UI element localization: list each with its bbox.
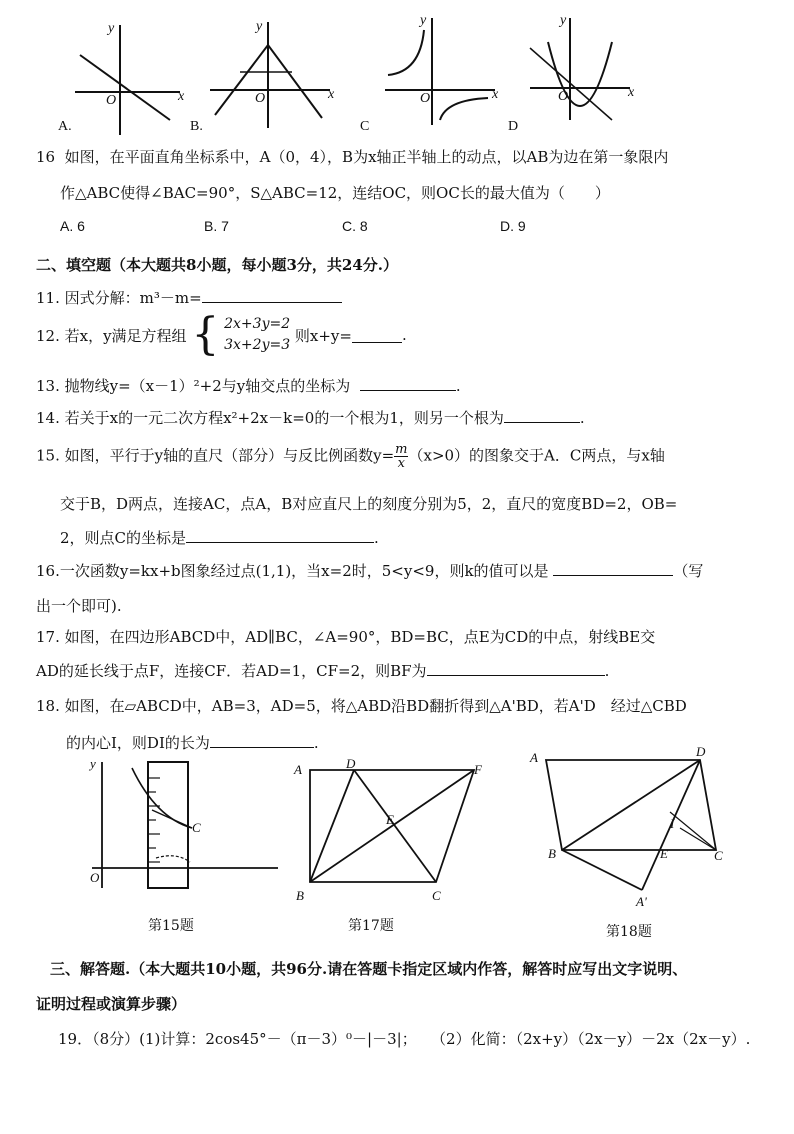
q12-eq2: 3x+2y=3 <box>224 337 291 353</box>
q10-option-a: A. 6 <box>60 218 85 234</box>
q14-text: 14. 若关于x的一元二次方程x²+2x－k=0的一个根为1，则另一个根为 <box>36 409 504 427</box>
fig18-point-a: A <box>530 750 538 765</box>
option-b-label: B. <box>190 119 203 134</box>
graph-c-x-label: x <box>492 87 499 102</box>
option-c-label: C <box>360 119 370 134</box>
q12-brace: { <box>191 309 220 360</box>
graph-b-y-label: y <box>256 19 263 34</box>
q14-answer-blank[interactable] <box>504 407 580 423</box>
q12-post: 则x+y= <box>294 326 352 345</box>
section-3-heading-1: 三、解答题.（本大题共10小题，共96分.请在答题卡指定区域内作答，解答时应写出文字说明、 <box>50 960 688 978</box>
q10-option-d: D. 9 <box>500 218 526 234</box>
q17-answer-blank[interactable] <box>427 660 605 676</box>
q17-line1: 17. 如图，在四边形ABCD中，AD∥BC，∠A=90°，BD=BC，点E为CD的中点，射线BE交 <box>36 628 656 646</box>
fig15-curve <box>132 768 192 828</box>
graph-c-y-label: y <box>420 13 427 28</box>
q13-answer-blank[interactable] <box>360 375 456 391</box>
fig17-point-f: F <box>474 762 482 777</box>
q15-line1 <box>36 443 665 470</box>
q11 <box>36 287 342 308</box>
fig18-ba2 <box>562 850 642 890</box>
section-3-heading-2: 证明过程或演算步骤） <box>36 995 187 1013</box>
graph-c-origin: O <box>420 91 431 106</box>
q18-text-2: 的内心I，则DI的长为 <box>66 734 210 752</box>
fig15-origin: O <box>90 870 100 885</box>
q19 <box>58 1028 750 1049</box>
graph-d-origin: O <box>558 89 569 104</box>
q15-post: （x>0）的图象交于A．C两点，与x轴 <box>408 446 665 465</box>
q16-line1 <box>36 560 703 581</box>
graph-d-x-label: x <box>628 85 635 100</box>
graph-c-curve-right <box>440 98 488 120</box>
q10-number: 16 <box>36 148 56 166</box>
q15-fraction: $\frac{m}{x}$ <box>395 442 408 471</box>
graph-b-x-label: x <box>328 87 335 102</box>
q18-line1: 18. 如图，在▱ABCD中，AB=3，AD=5，将△ABD沿BD翻折得到△A'BD，若A'D 经过△CBD <box>36 697 687 715</box>
q10-line1 <box>36 146 668 167</box>
fig17-point-e: E <box>386 812 394 827</box>
fig18-point-c: C <box>714 848 723 863</box>
figure-17 <box>290 756 490 906</box>
option-d-label: D <box>508 119 519 134</box>
graph-a-y-label: y <box>108 21 115 36</box>
fig18-point-a-prime: A' <box>636 894 647 909</box>
q15-line3: 2，则点C的坐标是 . <box>60 529 379 547</box>
graph-a-line <box>80 55 170 120</box>
q15-pre: 15. 如图，平行于y轴的直尺（部分）与反比例函数y= <box>36 446 395 465</box>
fig18-point-i: I <box>670 816 675 831</box>
fig17-point-a: A <box>294 762 302 777</box>
q19-part1: 19．（8分）(1)计算：2cos45°－（π－3）⁰－|－3|； <box>58 1030 417 1048</box>
q11-text: 11. 因式分解：m³－m= <box>36 289 202 307</box>
q19-part2: （2）化简：（2x+y）（2x－y）－2x（2x－y）. <box>431 1030 751 1048</box>
q16-text-1: 16.一次函数y=kx+b图象经过点(1,1)，当x=2时，5<y<9，则k的值可以是 <box>36 562 549 580</box>
graph-options <box>0 0 794 140</box>
fig17-caption: 第17题 <box>348 918 394 934</box>
graph-a-x-label: x <box>178 89 185 104</box>
q18-answer-blank[interactable] <box>210 732 314 748</box>
fig18-point-e: E <box>660 846 668 861</box>
fig18-point-d: D <box>696 744 706 759</box>
q14: 14. 若关于x的一元二次方程x²+2x－k=0的一个根为1，则另一个根为 . <box>36 409 585 427</box>
graph-d-y-label: y <box>560 13 567 28</box>
q15-line2: 交于B，D两点，连接AC，点A，B对应直尺上的刻度分别为5，2，直尺的宽度BD=2，OB= <box>60 495 678 513</box>
fig15-caption: 第15题 <box>148 918 194 934</box>
q16-line2: 出一个即可). <box>36 597 122 615</box>
fig15-segment-ac <box>152 810 192 828</box>
q12-answer-blank[interactable] <box>352 327 402 343</box>
fig17-point-c: C <box>432 888 441 903</box>
q17-line2: AD的延长线于点F，连接CF．若AD=1，CF=2，则BF为 . <box>36 662 610 680</box>
q10-text-1: 如图，在平面直角坐标系中，A（0，4），B为x轴正半轴上的动点，以AB为边在第一象限内 <box>64 148 669 166</box>
q12-pre: 12. 若x，y满足方程组 <box>36 326 187 345</box>
fig17-bd <box>310 770 354 882</box>
q12-eq1: 2x+3y=2 <box>224 316 291 332</box>
q13-text: 13. 抛物线y=（x－1）²+2与y轴交点的坐标为 <box>36 377 351 395</box>
graph-b-origin: O <box>255 91 266 106</box>
q11-answer-blank[interactable] <box>202 287 342 303</box>
q10-option-c: C. 8 <box>342 218 368 234</box>
q13: 13. 抛物线y=（x－1）²+2与y轴交点的坐标为 . <box>36 377 461 395</box>
figure-15 <box>86 756 286 896</box>
section-2-heading: 二、填空题（本大题共8小题，每小题3分，共24分.） <box>36 256 398 274</box>
fig17-point-d: D <box>346 756 356 771</box>
q12: 12. 若x，y满足方程组 { 2x+3y=2 3x+2y=3 则x+y= . <box>36 309 407 360</box>
fig17-dc <box>354 770 436 882</box>
q16-tail: （写 <box>673 562 704 580</box>
fig18-ic <box>680 828 716 850</box>
graph-c-curve-left <box>388 30 424 75</box>
fig18-caption: 第18题 <box>606 924 652 940</box>
fig18-point-b: B <box>548 846 556 861</box>
q18-line2: 的内心I，则DI的长为 . <box>66 734 319 752</box>
q17-text-2: AD的延长线于点F，连接CF．若AD=1，CF=2，则BF为 <box>36 662 427 680</box>
fig15-y-label: y <box>90 756 96 771</box>
fig15-point-c: C <box>192 820 201 835</box>
option-a-label: A. <box>58 119 72 134</box>
q16-answer-blank[interactable] <box>553 560 673 576</box>
q10-option-b: B. 7 <box>204 218 229 234</box>
q15-text-3: 2，则点C的坐标是 <box>60 529 187 547</box>
graph-a-origin: O <box>106 93 117 108</box>
q10-text-2: 作△ABC使得∠BAC=90°，S△ABC=12，连结OC，则OC长的最大值为（ ） <box>60 184 610 202</box>
q15-answer-blank[interactable] <box>186 527 374 543</box>
figure-18 <box>520 744 730 914</box>
fig17-point-b: B <box>296 888 304 903</box>
